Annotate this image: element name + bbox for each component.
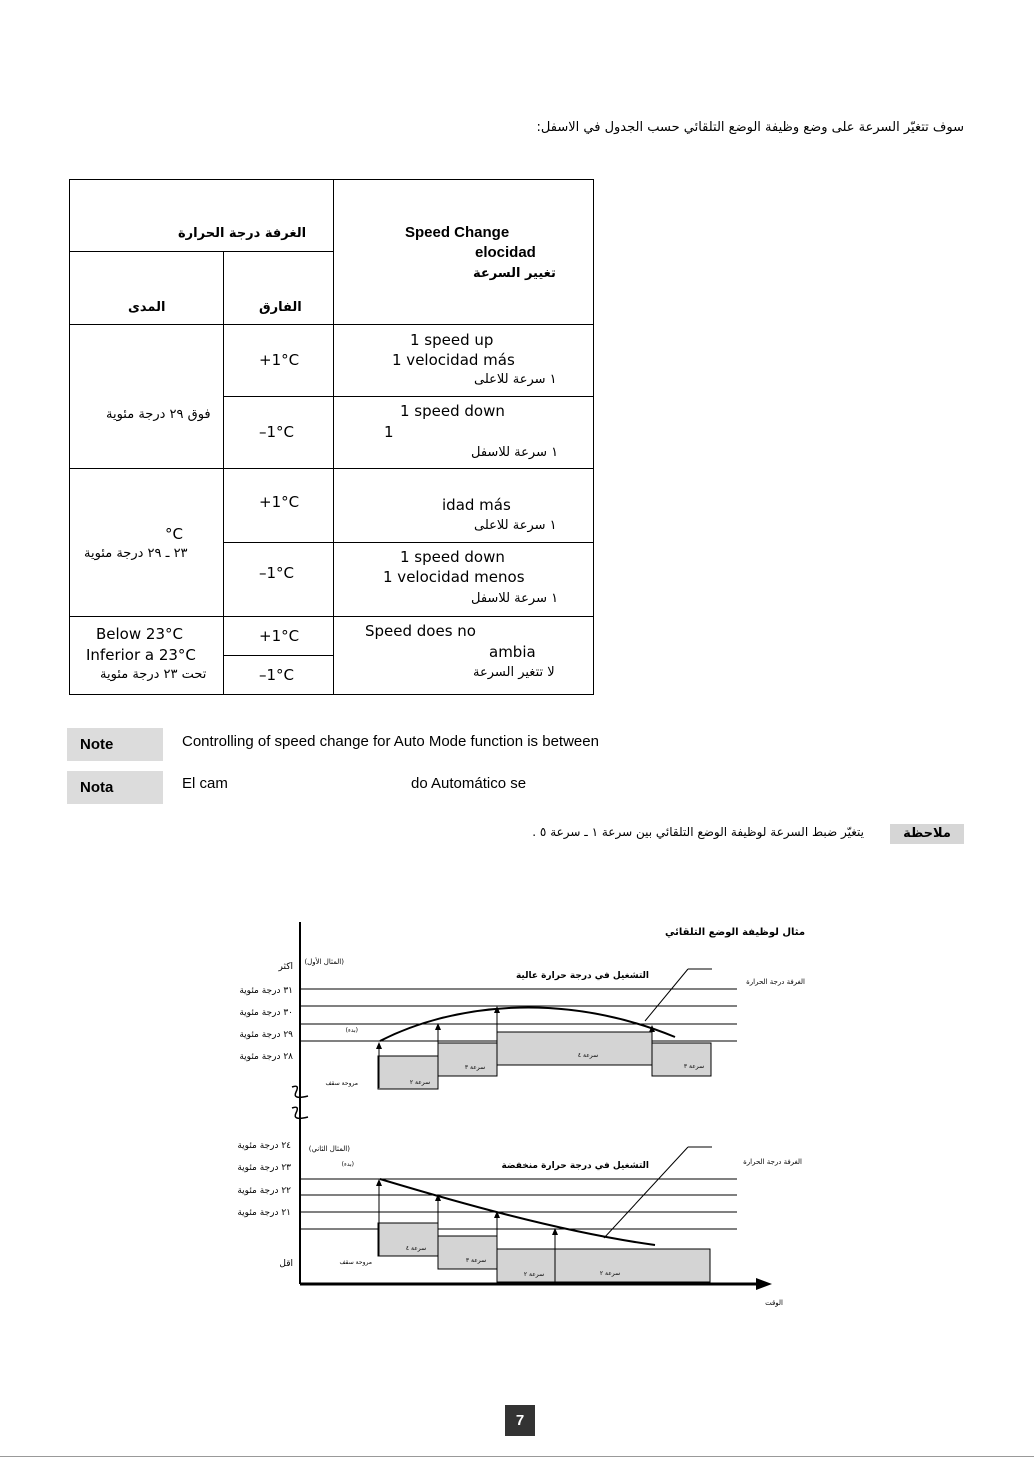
nota-text: do Automático se: [411, 775, 527, 792]
speed-text: 1 speed down: [400, 548, 505, 566]
delta-minus: –1°C: [259, 666, 295, 684]
range-above-29: فوق ٢٩ درجة مئوية: [106, 407, 211, 422]
fan-label: مروحة سقف: [339, 1259, 372, 1266]
arabic-note-text: يتغيّر ضبط السرعة لوظيفة الوضع التلقائي بين سرعة ١ ـ سرعة ٥ .: [532, 825, 864, 839]
range-below-23: Below 23°C: [96, 625, 183, 643]
range-below-23-es: Inferior a 23°C: [86, 646, 196, 664]
speed-label: سرعة ٢: [409, 1079, 431, 1086]
header-speed-ar: تغيير السرعة: [473, 266, 556, 281]
header-speed-en: Speed Change: [405, 224, 510, 241]
speed-text: 1 speed up: [410, 331, 494, 349]
diagram-title: مثال لوظيفة الوضع التلقائي: [665, 927, 806, 938]
delta-plus: +1°C: [259, 493, 300, 511]
nota-label: Nota: [67, 771, 163, 804]
speed-label: سرعة ٢: [599, 1270, 621, 1277]
speed-text: 1 velocidad más: [392, 351, 515, 369]
bottom-rule: [0, 1456, 1034, 1457]
header-variation: الفارق: [259, 300, 302, 315]
temp-label: ٣٠ درجة مئوية: [239, 1008, 293, 1018]
speed-text: Speed does no: [365, 622, 476, 640]
temp-label: ٢١ درجة مئوية: [237, 1208, 291, 1218]
example-1-label: (المثال الأول): [304, 958, 344, 966]
speed-text: idad más: [442, 496, 511, 514]
range-23-29: ٢٣ ـ ٢٩ درجة مئوية: [84, 546, 188, 561]
speed-label: سرعة ٣: [464, 1064, 486, 1071]
header-range: المدى: [128, 300, 166, 315]
header-room-temp: الغرفة درجة الحرارة: [178, 226, 307, 241]
temp-label: ٣١ درجة مئوية: [239, 986, 293, 996]
speed-text-ar: ١ سرعة للاسفل: [471, 591, 559, 606]
page-number: 7: [505, 1405, 535, 1436]
range-unit: °C: [165, 525, 183, 543]
delta-minus: –1°C: [259, 423, 295, 441]
room-temp-label: الغرفة درجة الحرارة: [746, 978, 805, 986]
y-less-label: اقل: [279, 1259, 293, 1269]
note-text: Controlling of speed change for Auto Mode function is between: [182, 733, 599, 750]
speed-text-ar: ١ سرعة للاعلى: [474, 372, 557, 387]
speed-label: سرعة ٣: [683, 1063, 705, 1070]
range-below-23-ar: تحت ٢٣ درجة مئوية: [100, 667, 207, 682]
start-label: (بدء): [345, 1027, 358, 1034]
room-temp-label: الغرفة درجة الحرارة: [743, 1158, 802, 1166]
high-temp-caption: التشغيل في درجة حرارة عالية: [515, 971, 649, 981]
example-2-label: (المثال الثاني): [308, 1145, 350, 1153]
speed-label: سرعة ٤: [405, 1245, 427, 1252]
arabic-note-label: ملاحظة: [890, 824, 964, 844]
delta-plus: +1°C: [259, 627, 300, 645]
temp-label: ٢٢ درجة مئوية: [237, 1186, 291, 1196]
x-axis-label: الوقت: [765, 1299, 783, 1307]
header-speed-es: elocidad: [475, 244, 536, 261]
speed-label: سرعة ٢: [523, 1271, 545, 1278]
delta-minus: –1°C: [259, 564, 295, 582]
speed-text-ar: ١ سرعة للاسفل: [471, 445, 559, 460]
speed-label: سرعة ٣: [465, 1257, 487, 1264]
speed-text-ar: ١ سرعة للاعلى: [474, 518, 557, 533]
temp-label: ٢٣ درجة مئوية: [237, 1163, 291, 1173]
fan-label: مروحة سقف: [325, 1080, 358, 1087]
low-temp-caption: التشغيل في درجة حرارة منخفضة: [501, 1161, 649, 1171]
speed-text: 1: [384, 423, 394, 441]
speed-text: 1 speed down: [400, 402, 505, 420]
speed-text-ar: لا تتغير السرعة: [473, 665, 555, 680]
intro-text: سوف تتغيّر السرعة على وضع وظيفة الوضع التلقائي حسب الجدول في الاسفل:: [536, 120, 964, 135]
speed-text: 1 velocidad menos: [383, 568, 525, 586]
nota-text: El cam: [182, 775, 228, 792]
speed-text: ambia: [489, 643, 536, 661]
note-label: Note: [67, 728, 163, 761]
temp-label: ٢٩ درجة مئوية: [239, 1030, 293, 1040]
start-label: (بدء): [341, 1161, 354, 1168]
temp-label: ٢٨ درجة مئوية: [239, 1052, 293, 1062]
temp-label: ٢٤ درجة مئوية: [237, 1141, 291, 1151]
speed-label: سرعة ٤: [577, 1052, 599, 1059]
y-more-label: اكثر: [278, 962, 293, 972]
delta-plus: +1°C: [259, 351, 300, 369]
